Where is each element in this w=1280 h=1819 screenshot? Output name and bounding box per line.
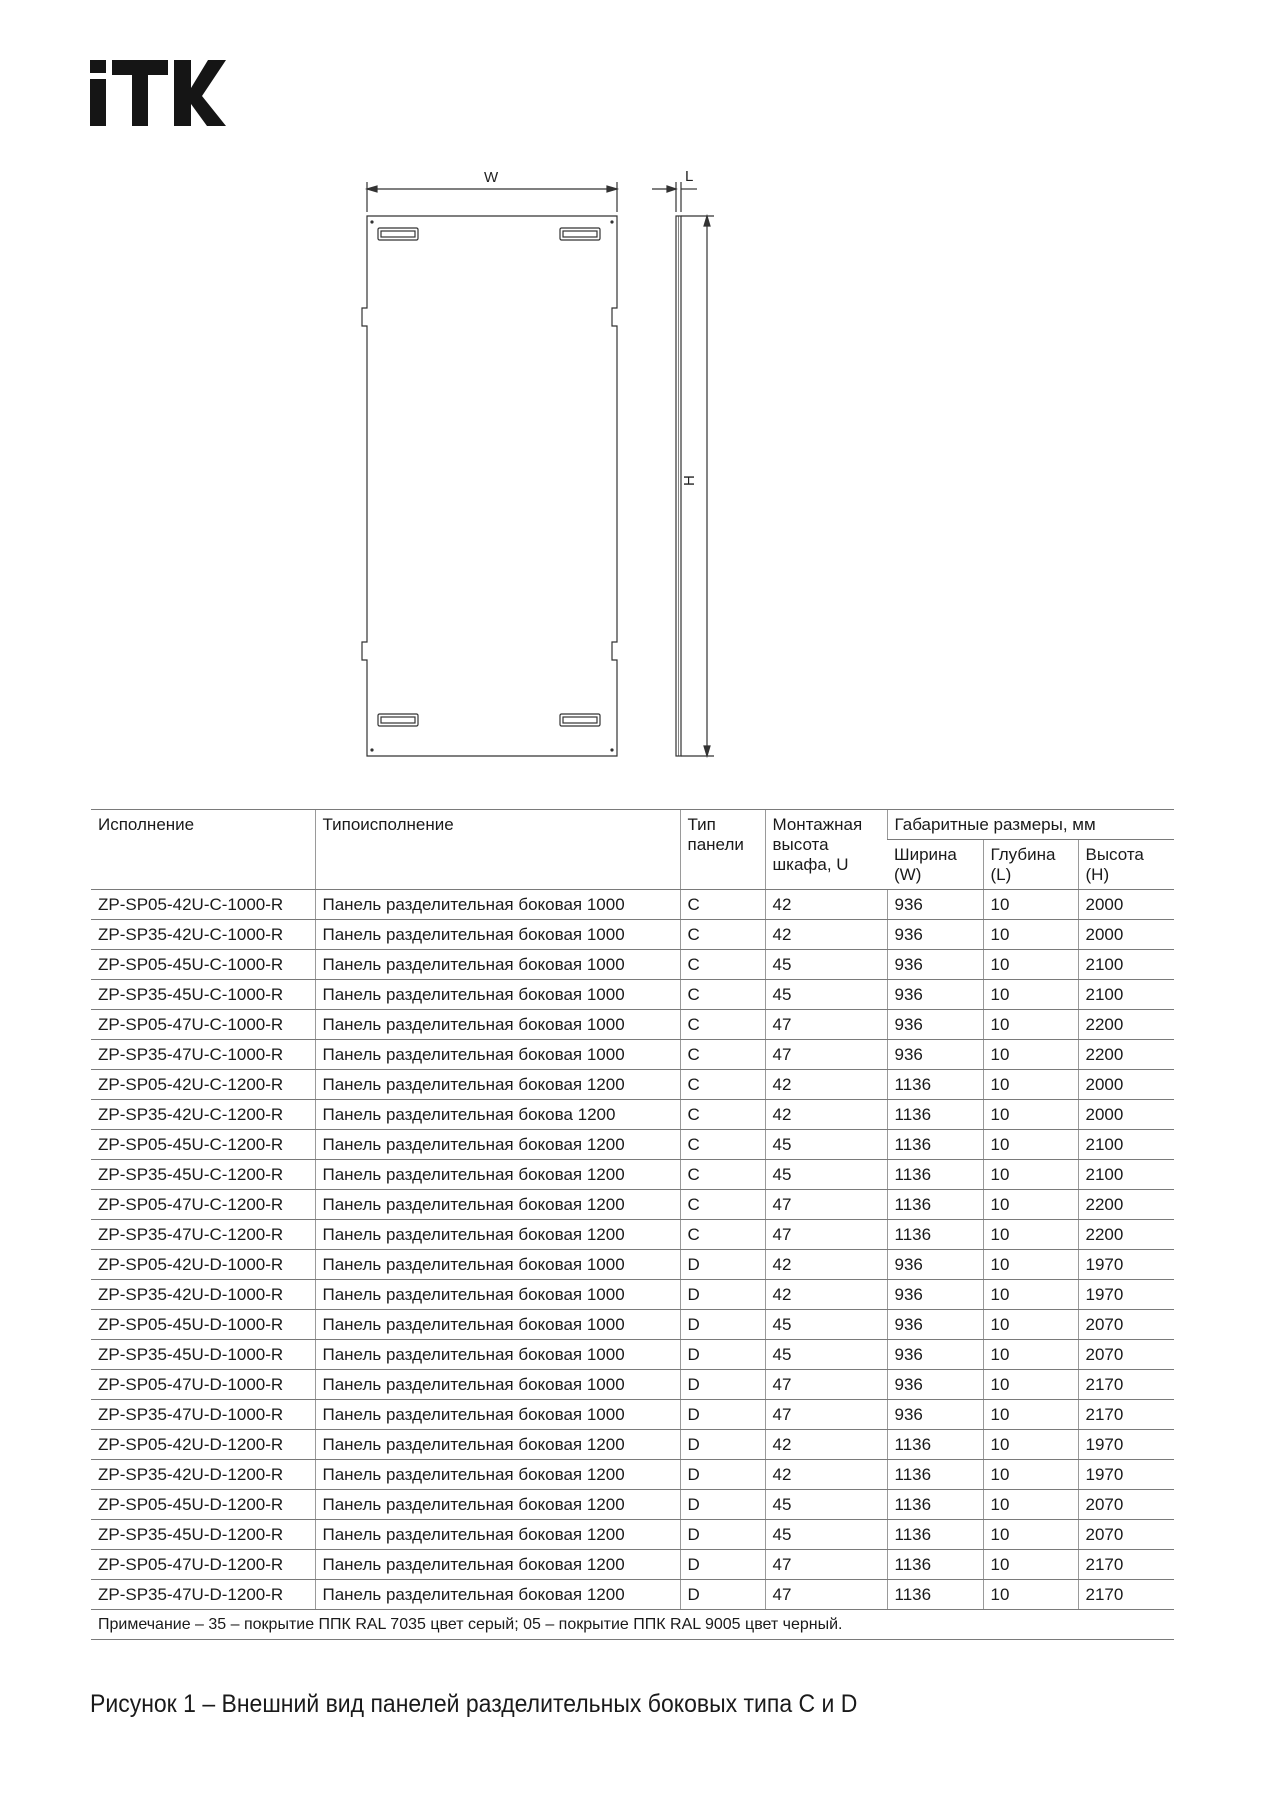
table-row — [91, 1430, 1174, 1460]
cell-mount-height: 42 — [765, 1460, 887, 1490]
cell-mount-height: 45 — [765, 1160, 887, 1190]
cell-mount-height: 47 — [765, 1010, 887, 1040]
height-label: H — [681, 475, 698, 486]
cell-height: 1970 — [1078, 1280, 1174, 1310]
cell-width: 936 — [887, 1250, 983, 1280]
cell-height: 1970 — [1078, 1460, 1174, 1490]
cell-panel-type: C — [680, 1160, 765, 1190]
cell-width: 1136 — [887, 1520, 983, 1550]
cell-depth: 10 — [983, 980, 1078, 1010]
cell-type-execution: Панель разделительная боковая 1000 — [315, 980, 680, 1010]
cell-execution: ZP-SP05-42U-D-1200-R — [91, 1430, 315, 1460]
cell-height: 2200 — [1078, 1220, 1174, 1250]
cell-type-execution: Панель разделительная боковая 1200 — [315, 1520, 680, 1550]
cell-panel-type: C — [680, 1190, 765, 1220]
cell-mount-height: 47 — [765, 1370, 887, 1400]
cell-depth: 10 — [983, 1130, 1078, 1160]
cell-depth: 10 — [983, 1250, 1078, 1280]
cell-height: 1970 — [1078, 1430, 1174, 1460]
cell-mount-height: 47 — [765, 1580, 887, 1610]
cell-depth: 10 — [983, 1070, 1078, 1100]
cell-mount-height: 42 — [765, 1250, 887, 1280]
cell-height: 2200 — [1078, 1040, 1174, 1070]
cell-execution: ZP-SP05-45U-C-1200-R — [91, 1130, 315, 1160]
cell-depth: 10 — [983, 1280, 1078, 1310]
cell-depth: 10 — [983, 1580, 1078, 1610]
cell-execution: ZP-SP35-45U-D-1200-R — [91, 1520, 315, 1550]
cell-panel-type: C — [680, 920, 765, 950]
cell-type-execution: Панель разделительная боковая 1000 — [315, 1280, 680, 1310]
cell-type-execution: Панель разделительная боковая 1000 — [315, 950, 680, 980]
cell-width: 1136 — [887, 1430, 983, 1460]
cell-width: 1136 — [887, 1070, 983, 1100]
cell-type-execution: Панель разделительная боковая 1000 — [315, 1340, 680, 1370]
cell-type-execution: Панель разделительная боковая 1000 — [315, 890, 680, 920]
cell-execution: ZP-SP05-42U-C-1200-R — [91, 1070, 315, 1100]
cell-type-execution: Панель разделительная боковая 1200 — [315, 1460, 680, 1490]
cell-execution: ZP-SP05-45U-D-1200-R — [91, 1490, 315, 1520]
cell-width: 936 — [887, 920, 983, 950]
cell-depth: 10 — [983, 1430, 1078, 1460]
cell-depth: 10 — [983, 1460, 1078, 1490]
cell-panel-type: C — [680, 980, 765, 1010]
cell-width: 936 — [887, 980, 983, 1010]
cell-execution: ZP-SP35-42U-D-1000-R — [91, 1280, 315, 1310]
cell-width: 936 — [887, 1340, 983, 1370]
cell-height: 2170 — [1078, 1400, 1174, 1430]
cell-width: 936 — [887, 1370, 983, 1400]
cell-mount-height: 45 — [765, 980, 887, 1010]
table-row — [91, 1010, 1174, 1040]
cell-panel-type: D — [680, 1430, 765, 1460]
cell-depth: 10 — [983, 1190, 1078, 1220]
table-row — [91, 1550, 1174, 1580]
table-note: Примечание – 35 – покрытие ППК RAL 7035 цвет серый; 05 – покрытие ППК RAL 9005 цвет черный. — [91, 1610, 1174, 1640]
table-row — [91, 1100, 1174, 1130]
itk-logo — [90, 60, 226, 126]
cell-mount-height: 47 — [765, 1190, 887, 1220]
table-row — [91, 1520, 1174, 1550]
width-label: W — [484, 169, 499, 186]
cell-execution: ZP-SP05-47U-D-1200-R — [91, 1550, 315, 1580]
header-height: Высота (H) — [1078, 840, 1174, 890]
cell-type-execution: Панель разделительная боковая 1200 — [315, 1130, 680, 1160]
cell-depth: 10 — [983, 920, 1078, 950]
cell-type-execution: Панель разделительная боковая 1000 — [315, 1250, 680, 1280]
cell-panel-type: C — [680, 1040, 765, 1070]
cell-width: 1136 — [887, 1130, 983, 1160]
cell-depth: 10 — [983, 1160, 1078, 1190]
cell-execution: ZP-SP35-47U-C-1000-R — [91, 1040, 315, 1070]
cell-type-execution: Панель разделительная бокова 1200 — [315, 1100, 680, 1130]
table-row — [91, 1070, 1174, 1100]
cell-mount-height: 45 — [765, 1520, 887, 1550]
cell-width: 936 — [887, 1400, 983, 1430]
cell-execution: ZP-SP35-47U-C-1200-R — [91, 1220, 315, 1250]
cell-mount-height: 45 — [765, 1490, 887, 1520]
cell-panel-type: C — [680, 890, 765, 920]
table-row — [91, 1580, 1174, 1610]
cell-type-execution: Панель разделительная боковая 1200 — [315, 1550, 680, 1580]
table-row — [91, 1310, 1174, 1340]
cell-mount-height: 42 — [765, 1280, 887, 1310]
cell-width: 1136 — [887, 1490, 983, 1520]
table-body — [91, 890, 1174, 1610]
cell-height: 2170 — [1078, 1580, 1174, 1610]
cell-panel-type: D — [680, 1580, 765, 1610]
table-row — [91, 1460, 1174, 1490]
cell-panel-type: D — [680, 1490, 765, 1520]
cell-panel-type: D — [680, 1370, 765, 1400]
table-row — [91, 890, 1174, 920]
cell-height: 2100 — [1078, 950, 1174, 980]
cell-execution: ZP-SP35-42U-D-1200-R — [91, 1460, 315, 1490]
front-panel-outline — [362, 216, 617, 756]
cell-depth: 10 — [983, 1220, 1078, 1250]
cell-height: 1970 — [1078, 1250, 1174, 1280]
cell-height: 2070 — [1078, 1340, 1174, 1370]
cell-depth: 10 — [983, 1550, 1078, 1580]
cell-mount-height: 47 — [765, 1040, 887, 1070]
cell-depth: 10 — [983, 1520, 1078, 1550]
table-row — [91, 1250, 1174, 1280]
cell-depth: 10 — [983, 1100, 1078, 1130]
cell-panel-type: C — [680, 950, 765, 980]
cell-width: 1136 — [887, 1580, 983, 1610]
cell-type-execution: Панель разделительная боковая 1000 — [315, 1010, 680, 1040]
cell-width: 936 — [887, 1010, 983, 1040]
header-execution: Исполнение — [91, 810, 315, 890]
cell-width: 1136 — [887, 1100, 983, 1130]
header-panel-type: Тип панели — [680, 810, 765, 890]
cell-depth: 10 — [983, 1490, 1078, 1520]
cell-height: 2070 — [1078, 1520, 1174, 1550]
cell-width: 1136 — [887, 1190, 983, 1220]
cell-depth: 10 — [983, 1040, 1078, 1070]
table-row — [91, 1280, 1174, 1310]
table-row — [91, 1190, 1174, 1220]
table-row — [91, 1160, 1174, 1190]
cell-mount-height: 45 — [765, 1310, 887, 1340]
cell-type-execution: Панель разделительная боковая 1000 — [315, 1400, 680, 1430]
cell-type-execution: Панель разделительная боковая 1200 — [315, 1160, 680, 1190]
cell-execution: ZP-SP05-47U-C-1000-R — [91, 1010, 315, 1040]
cell-type-execution: Панель разделительная боковая 1000 — [315, 1370, 680, 1400]
header-dimensions: Габаритные размеры, мм — [887, 810, 1174, 840]
panel-drawing — [340, 160, 760, 770]
cell-width: 936 — [887, 1040, 983, 1070]
cell-mount-height: 47 — [765, 1220, 887, 1250]
cell-panel-type: C — [680, 1130, 765, 1160]
cell-panel-type: D — [680, 1520, 765, 1550]
cell-type-execution: Панель разделительная боковая 1000 — [315, 1040, 680, 1070]
cell-height: 2100 — [1078, 1130, 1174, 1160]
cell-mount-height: 42 — [765, 920, 887, 950]
cell-type-execution: Панель разделительная боковая 1000 — [315, 920, 680, 950]
table-row — [91, 1040, 1174, 1070]
cell-height: 2000 — [1078, 920, 1174, 950]
header-width: Ширина (W) — [887, 840, 983, 890]
cell-mount-height: 45 — [765, 1340, 887, 1370]
cell-execution: ZP-SP35-45U-D-1000-R — [91, 1340, 315, 1370]
cell-mount-height: 42 — [765, 1070, 887, 1100]
cell-mount-height: 47 — [765, 1400, 887, 1430]
cell-panel-type: D — [680, 1460, 765, 1490]
cell-width: 936 — [887, 950, 983, 980]
cell-panel-type: D — [680, 1400, 765, 1430]
cell-execution: ZP-SP35-47U-D-1000-R — [91, 1400, 315, 1430]
cell-mount-height: 42 — [765, 1430, 887, 1460]
cell-type-execution: Панель разделительная боковая 1200 — [315, 1220, 680, 1250]
cell-type-execution: Панель разделительная боковая 1200 — [315, 1070, 680, 1100]
table-row — [91, 1220, 1174, 1250]
cell-execution: ZP-SP35-45U-C-1200-R — [91, 1160, 315, 1190]
cell-execution: ZP-SP05-47U-C-1200-R — [91, 1190, 315, 1220]
cell-mount-height: 45 — [765, 950, 887, 980]
cell-height: 2100 — [1078, 980, 1174, 1010]
table-row — [91, 1130, 1174, 1160]
cell-panel-type: C — [680, 1070, 765, 1100]
cell-width: 1136 — [887, 1160, 983, 1190]
cell-panel-type: D — [680, 1550, 765, 1580]
cell-panel-type: C — [680, 1100, 765, 1130]
cell-mount-height: 45 — [765, 1130, 887, 1160]
cell-width: 1136 — [887, 1460, 983, 1490]
header-mount-height: Монтажная высота шкафа, U — [765, 810, 887, 890]
cell-width: 936 — [887, 890, 983, 920]
table-row — [91, 950, 1174, 980]
cell-execution: ZP-SP35-45U-C-1000-R — [91, 980, 315, 1010]
cell-type-execution: Панель разделительная боковая 1000 — [315, 1310, 680, 1340]
cell-type-execution: Панель разделительная боковая 1200 — [315, 1430, 680, 1460]
cell-height: 2000 — [1078, 1100, 1174, 1130]
cell-height: 2000 — [1078, 1070, 1174, 1100]
cell-execution: ZP-SP35-47U-D-1200-R — [91, 1580, 315, 1610]
header-depth: Глубина (L) — [983, 840, 1078, 890]
cell-height: 2000 — [1078, 890, 1174, 920]
cell-panel-type: C — [680, 1220, 765, 1250]
cell-panel-type: D — [680, 1280, 765, 1310]
cell-depth: 10 — [983, 1310, 1078, 1340]
cell-width: 1136 — [887, 1550, 983, 1580]
depth-label: L — [685, 168, 694, 185]
cell-execution: ZP-SP05-47U-D-1000-R — [91, 1370, 315, 1400]
cell-panel-type: C — [680, 1010, 765, 1040]
cell-depth: 10 — [983, 1370, 1078, 1400]
cell-execution: ZP-SP35-42U-C-1200-R — [91, 1100, 315, 1130]
cell-mount-height: 47 — [765, 1550, 887, 1580]
table-row — [91, 1370, 1174, 1400]
cell-height: 2100 — [1078, 1160, 1174, 1190]
cell-type-execution: Панель разделительная боковая 1200 — [315, 1190, 680, 1220]
cell-execution: ZP-SP05-45U-C-1000-R — [91, 950, 315, 980]
cell-depth: 10 — [983, 890, 1078, 920]
cell-execution: ZP-SP05-42U-C-1000-R — [91, 890, 315, 920]
spec-table — [91, 809, 1174, 1640]
cell-height: 2070 — [1078, 1490, 1174, 1520]
cell-execution: ZP-SP35-42U-C-1000-R — [91, 920, 315, 950]
cell-depth: 10 — [983, 1010, 1078, 1040]
cell-width: 936 — [887, 1280, 983, 1310]
cell-height: 2170 — [1078, 1550, 1174, 1580]
cell-mount-height: 42 — [765, 890, 887, 920]
table-row — [91, 920, 1174, 950]
table-row — [91, 1340, 1174, 1370]
cell-mount-height: 42 — [765, 1100, 887, 1130]
cell-width: 936 — [887, 1310, 983, 1340]
table-row — [91, 980, 1174, 1010]
cell-depth: 10 — [983, 1400, 1078, 1430]
cell-execution: ZP-SP05-45U-D-1000-R — [91, 1310, 315, 1340]
table-row — [91, 1400, 1174, 1430]
table-note-row — [91, 1610, 1174, 1640]
cell-execution: ZP-SP05-42U-D-1000-R — [91, 1250, 315, 1280]
table-row — [91, 1490, 1174, 1520]
cell-panel-type: D — [680, 1250, 765, 1280]
cell-depth: 10 — [983, 1340, 1078, 1370]
header-type-execution: Типоисполнение — [315, 810, 680, 890]
cell-height: 2170 — [1078, 1370, 1174, 1400]
cell-height: 2200 — [1078, 1190, 1174, 1220]
cell-type-execution: Панель разделительная боковая 1200 — [315, 1580, 680, 1610]
cell-height: 2070 — [1078, 1310, 1174, 1340]
cell-panel-type: D — [680, 1310, 765, 1340]
cell-width: 1136 — [887, 1220, 983, 1250]
table-header-row — [91, 810, 1174, 840]
figure-caption: Рисунок 1 – Внешний вид панелей разделительных боковых типа C и D — [90, 1690, 858, 1718]
cell-panel-type: D — [680, 1340, 765, 1370]
cell-height: 2200 — [1078, 1010, 1174, 1040]
cell-depth: 10 — [983, 950, 1078, 980]
cell-type-execution: Панель разделительная боковая 1200 — [315, 1490, 680, 1520]
